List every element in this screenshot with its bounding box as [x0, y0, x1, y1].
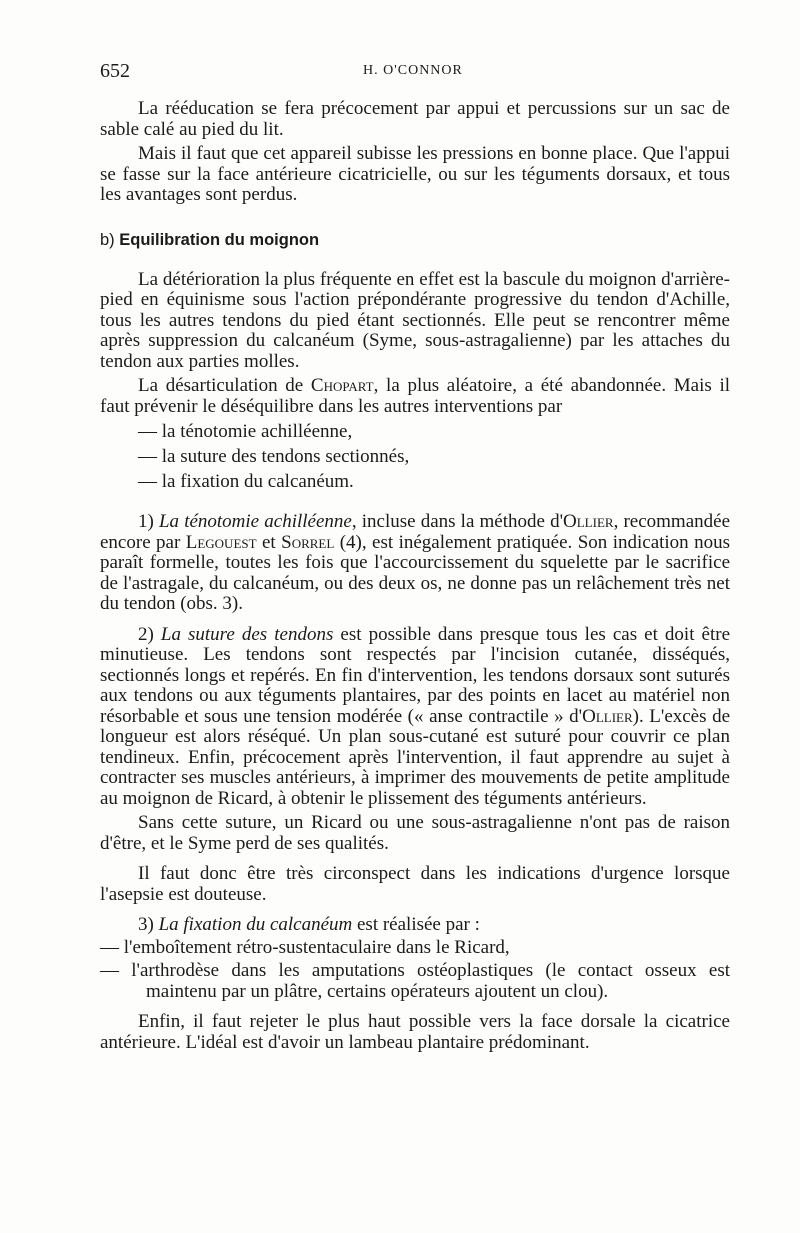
subheading-fixation: La fixation du calcanéum: [158, 914, 353, 935]
paragraph-6: 2) La suture des tendons est possible dans presque tous les cas et doit être minutieuse. Les tendons sont respectés par l'incision cutanée, disséqués, sectionnés longs et repérés. En fin d'intervention, les tendons dorsaux sont suturés aux tendons ou aux téguments plantaires, par des points en lacet au matériel non résorbable et sous une tension modérée (« anse contractile » d'Ollier). L'excès de longueur est alors réséqué. Un plan sous-cutané est suturé pour couvrir ce plan tendineux. Enfin, précocement après l'intervention, il faut apprendre au sujet à contracter ses muscles antérieurs, à imprimer des mouvements de petite amplitude au moignon de Ricard, à obtenir le plissement des téguments antérieurs.: [100, 623, 731, 809]
paragraph-2: Mais il faut que cet appareil subisse les pressions en bonne place. Que l'appui se fasse sur la face antérieure cicatricielle, ou sur les téguments dorsaux, et tous les avantages sont perdus.: [100, 143, 730, 205]
list-item: — l'arthrodèse dans les amputations ostéoplastiques (le contact osseux est maintenu par un plâtre, certains opérateurs ajoutent un clou).: [100, 960, 730, 1002]
paragraph-3: La détérioration la plus fréquente en effet est la bascule du moignon d'arrière-pied en équinisme sous l'action prépondérante progressive du tendon d'Achille, tous les autres tendons du pied étant sectionnés. Elle peut se rencontrer même après suppression du calcanéum (Syme, sous-astragalienne) par les attaches du tendon aux parties molles.: [100, 268, 730, 372]
paragraph-7: Sans cette suture, un Ricard ou une sous-astragalienne n'ont pas de raison d'être, et le Syme perd de ses qualités.: [100, 812, 730, 854]
section-title: Equilibration du moignon: [119, 230, 320, 249]
subheading-suture: La suture des tendons: [160, 623, 334, 645]
paragraph-4: La désarticulation de Chopart, la plus aléatoire, a été abandonnée. Mais il faut prévenir le déséquilibre dans les autres interventions par: [100, 375, 730, 417]
article-body: [100, 99, 730, 1053]
subheading-tenotomie: La ténotomie achilléenne: [158, 511, 352, 532]
paragraph-1: La rééducation se fera précocement par appui et percussions sur un sac de sable calé au pied du lit.: [100, 98, 730, 140]
paragraph-10: Enfin, il faut rejeter le plus haut possible vers la face dorsale la cicatrice antérieure. L'idéal est d'avoir un lambeau plantaire prédominant.: [100, 1011, 730, 1053]
list-interventions: [100, 419, 730, 494]
running-head: H. O'CONNOR: [363, 63, 463, 78]
list-item: — l'emboîtement rétro-sustentaculaire dans le Ricard,: [100, 936, 510, 958]
list-item: — la suture des tendons sectionnés,: [138, 446, 410, 467]
paragraph-5: 1) La ténotomie achilléenne, incluse dans la méthode d'Ollier, recommandée encore par Legouest et Sorrel (4), est inégalement pratiquée. Son indication nous paraît formelle, toutes les fois que l'accourcissement du squelette par le sacrifice de l'astragale, du calcanéum, ou des deux os, ne donne pas un relâchement très net du tendon (obs. 3).: [100, 511, 731, 614]
list-item: — la fixation du calcanéum.: [138, 471, 354, 492]
page-number: 652: [100, 60, 130, 82]
paragraph-8: Il faut donc être très circonspect dans les indications d'urgence lorsque l'asepsie est douteuse.: [100, 863, 730, 905]
page-header: [100, 60, 730, 88]
list-item: — la ténotomie achilléenne,: [138, 421, 353, 442]
paragraph-9: 3) La fixation du calcanéum est réalisée par :: [138, 914, 480, 935]
author-name: Chopart: [310, 375, 374, 396]
section-heading: [100, 230, 730, 250]
list-fixation: [100, 938, 730, 1003]
section-marker: b): [100, 230, 115, 249]
